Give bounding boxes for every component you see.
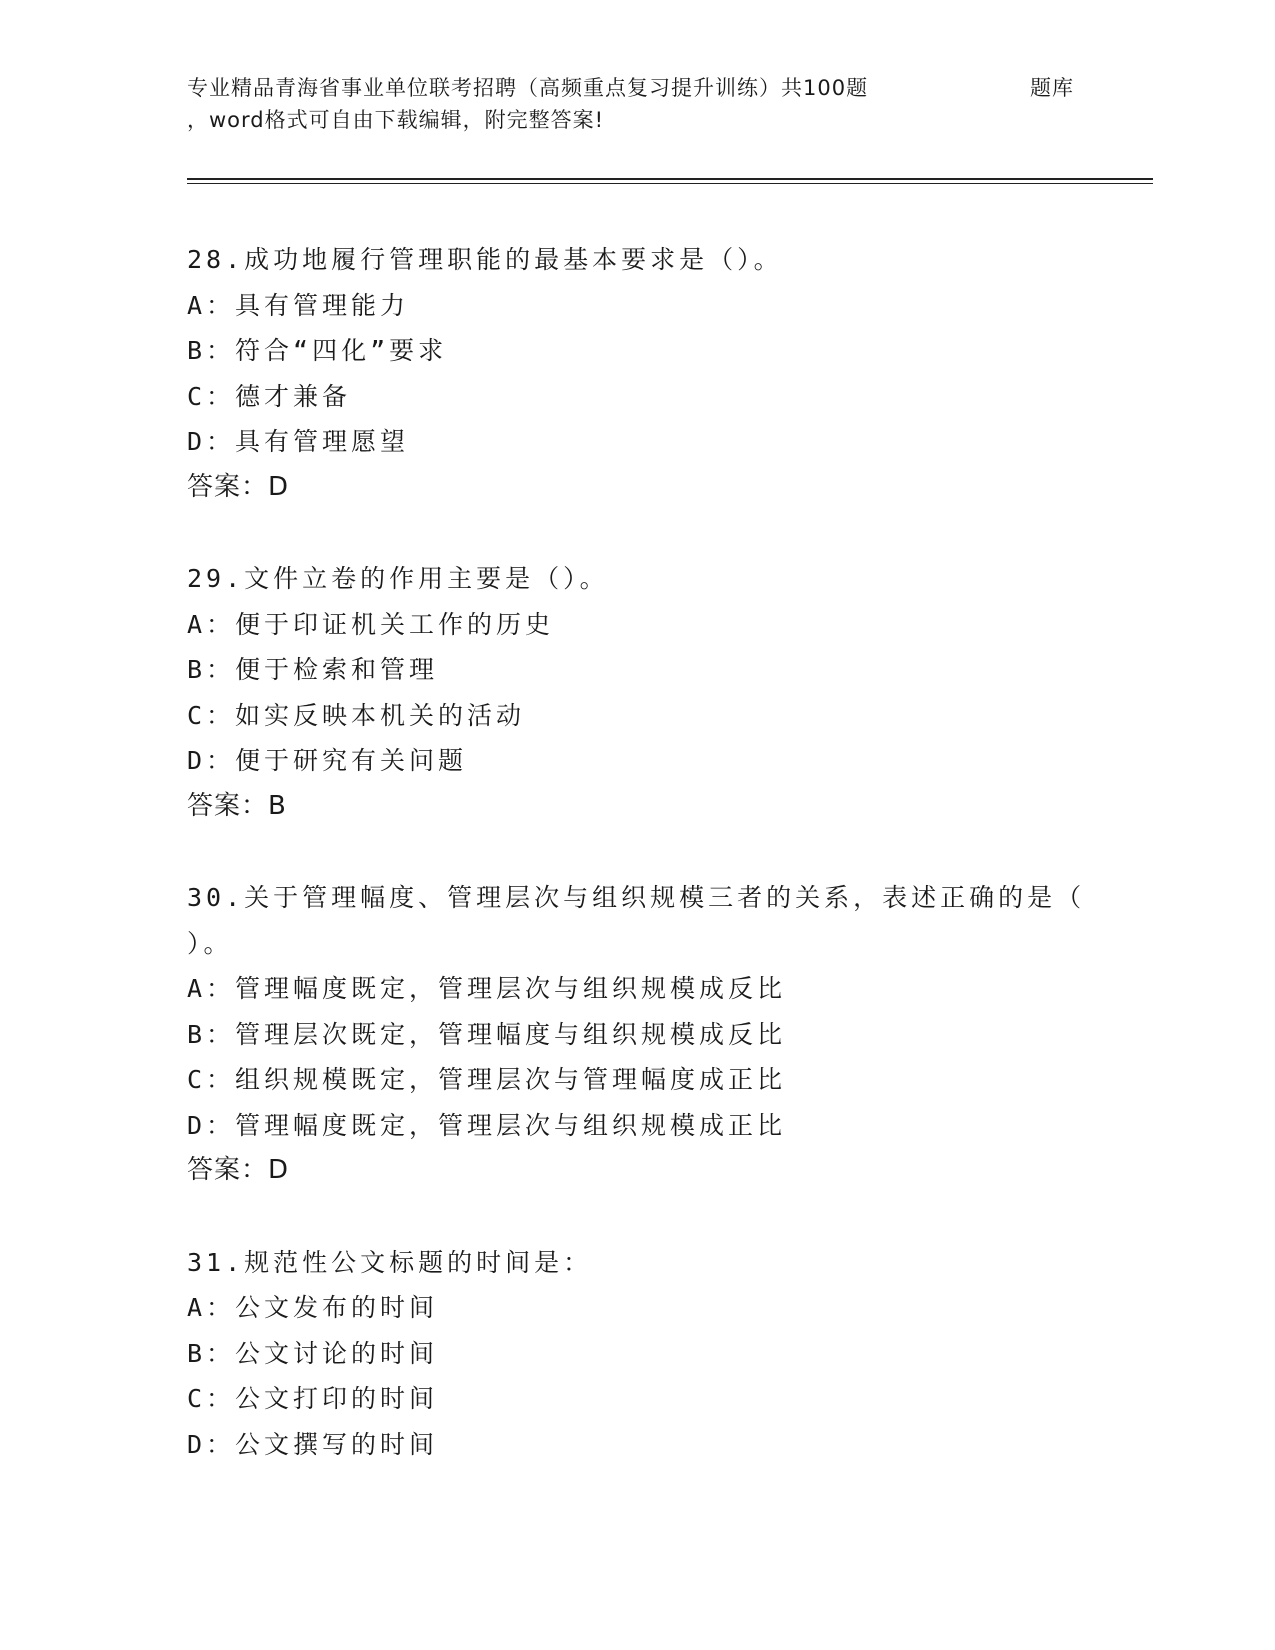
option-c: C：公文打印的时间: [187, 1384, 439, 1413]
answer-label: 答案：D: [187, 471, 290, 502]
question-30: [187, 875, 1087, 1194]
option-c: C：如实反映本机关的活动: [187, 700, 526, 730]
question-29: [187, 556, 1087, 829]
option-a: A：公文发布的时间: [187, 1293, 439, 1322]
option-d: D：管理幅度既定，管理层次与组织规模成正比: [187, 1110, 787, 1140]
header-divider-thin: [187, 183, 1153, 184]
question-stem-line-2: ）。: [187, 928, 233, 958]
question-list: [187, 237, 1087, 1513]
header-right-label: 题库: [1030, 76, 1074, 100]
question-stem: 29.文件立卷的作用主要是（）。: [187, 564, 609, 593]
option-c: C：组织规模既定，管理层次与管理幅度成正比: [187, 1065, 787, 1094]
option-d: D：具有管理愿望: [187, 427, 410, 456]
header-title: 专业精品青海省事业单位联考招聘（高频重点复习提升训练）共100题: [187, 76, 869, 100]
option-a: A：便于印证机关工作的历史: [187, 609, 555, 639]
header-line-2: ，word格式可自由下载编辑，附完整答案!: [187, 108, 605, 132]
answer-label: 答案：B: [187, 790, 287, 821]
option-a: A：具有管理能力: [187, 290, 410, 320]
header-divider-thick: [187, 178, 1153, 180]
option-d: D：便于研究有关问题: [187, 746, 468, 775]
option-b: B：便于检索和管理: [187, 655, 439, 684]
option-c: C：德才兼备: [187, 381, 352, 411]
question-stem: 28.成功地履行管理职能的最基本要求是（）。: [187, 245, 783, 274]
answer-label: 答案：D: [187, 1155, 290, 1185]
option-a: A：管理幅度既定，管理层次与组织规模成反比: [187, 974, 787, 1003]
header-line-1: [187, 72, 1147, 104]
question-31: [187, 1240, 1087, 1468]
option-b: B：公文讨论的时间: [187, 1338, 439, 1368]
page-header: [187, 72, 1147, 136]
question-stem-line-1: 30.关于管理幅度、管理层次与组织规模三者的关系，表述正确的是（: [187, 883, 1086, 912]
option-d: D：公文撰写的时间: [187, 1429, 439, 1459]
option-b: B：符合“四化”要求: [187, 336, 448, 365]
option-b: B：管理层次既定，管理幅度与组织规模成反比: [187, 1019, 787, 1049]
question-28: [187, 237, 1087, 510]
question-stem: 31.规范性公文标题的时间是：: [187, 1247, 593, 1277]
